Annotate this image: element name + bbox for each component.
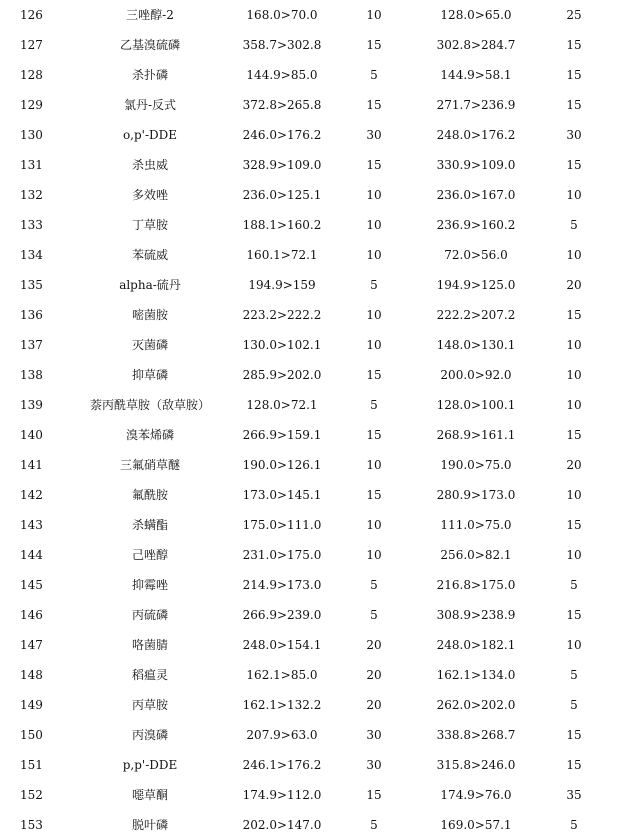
table-row [0,750,621,780]
confirmation-transition: 338.8>268.7 [436,728,516,742]
table-row [0,630,621,660]
row-number: 134 [20,248,43,262]
row-number: 142 [20,488,43,502]
row-number: 131 [20,158,43,172]
confirmation-collision-energy: 5 [570,218,578,232]
row-number: 133 [20,218,43,232]
table-row [0,510,621,540]
row-number: 147 [20,638,43,652]
row-number: 127 [20,38,43,52]
compound-name: 杀螨酯 [131,518,168,532]
row-number: 135 [20,278,43,292]
row-number: 145 [20,578,43,592]
quantitative-collision-energy: 10 [366,308,382,322]
confirmation-collision-energy: 10 [566,188,582,202]
confirmation-collision-energy: 5 [570,698,578,712]
confirmation-transition: 302.8>284.7 [436,38,516,52]
table-row [0,120,621,150]
quantitative-collision-energy: 15 [366,368,382,382]
quantitative-collision-energy: 30 [366,758,382,772]
quantitative-transition: 190.0>126.1 [242,458,322,472]
quantitative-collision-energy: 10 [366,548,382,562]
quantitative-collision-energy: 5 [370,608,378,622]
confirmation-transition: 200.0>92.0 [440,368,512,382]
confirmation-transition: 162.1>134.0 [436,668,516,682]
quantitative-collision-energy: 10 [366,338,382,352]
quantitative-transition: 175.0>111.0 [242,518,322,532]
row-number: 143 [20,518,43,532]
quantitative-collision-energy: 15 [366,788,382,802]
compound-name: p,p'-DDE [122,758,178,772]
compound-name: 苯硫威 [131,248,168,262]
quantitative-collision-energy: 10 [366,218,382,232]
compound-name: o,p'-DDE [122,128,178,142]
confirmation-collision-energy: 20 [566,278,582,292]
confirmation-collision-energy: 25 [566,8,582,22]
quantitative-transition: 285.9>202.0 [242,368,322,382]
row-number: 128 [20,68,43,82]
confirmation-transition: 248.0>182.1 [436,638,516,652]
row-number: 126 [20,8,43,22]
row-number: 141 [20,458,43,472]
quantitative-collision-energy: 15 [366,488,382,502]
quantitative-transition: 162.1>132.2 [242,698,322,712]
row-number: 137 [20,338,43,352]
row-number: 148 [20,668,43,682]
compound-name: 抑霉唑 [131,578,168,592]
table-row [0,570,621,600]
confirmation-transition: 144.9>58.1 [440,68,512,82]
row-number: 144 [20,548,43,562]
compound-name: 嘧菌胺 [131,308,168,322]
quantitative-transition: 173.0>145.1 [242,488,322,502]
quantitative-transition: 246.1>176.2 [242,758,322,772]
table-row [0,420,621,450]
table-row [0,240,621,270]
confirmation-collision-energy: 15 [566,98,582,112]
compound-name: 杀扑磷 [131,68,168,82]
quantitative-collision-energy: 10 [366,518,382,532]
row-number: 136 [20,308,43,322]
confirmation-collision-energy: 20 [566,458,582,472]
table-row [0,330,621,360]
quantitative-collision-energy: 5 [370,578,378,592]
quantitative-transition: 128.0>72.1 [246,398,318,412]
quantitative-collision-energy: 10 [366,458,382,472]
quantitative-collision-energy: 15 [366,428,382,442]
confirmation-collision-energy: 15 [566,38,582,52]
compound-name: 三氟硝草醚 [119,458,180,472]
quantitative-transition: 223.2>222.2 [242,308,322,322]
confirmation-transition: 268.9>161.1 [436,428,516,442]
confirmation-collision-energy: 15 [566,728,582,742]
table-row [0,0,621,30]
quantitative-collision-energy: 20 [366,698,382,712]
row-number: 149 [20,698,43,712]
compound-name: 萘丙酰草胺（敌草胺） [89,398,210,412]
quantitative-collision-energy: 20 [366,638,382,652]
quantitative-transition: 207.9>63.0 [246,728,318,742]
quantitative-transition: 144.9>85.0 [246,68,318,82]
table-row [0,300,621,330]
quantitative-collision-energy: 5 [370,398,378,412]
confirmation-transition: 148.0>130.1 [436,338,516,352]
confirmation-transition: 236.0>167.0 [436,188,516,202]
confirmation-collision-energy: 35 [566,788,582,802]
quantitative-transition: 236.0>125.1 [242,188,322,202]
table-row [0,810,621,840]
confirmation-collision-energy: 10 [566,638,582,652]
confirmation-collision-energy: 10 [566,398,582,412]
confirmation-collision-energy: 5 [570,818,578,832]
quantitative-collision-energy: 5 [370,818,378,832]
confirmation-transition: 248.0>176.2 [436,128,516,142]
table-row [0,450,621,480]
table-row [0,180,621,210]
confirmation-collision-energy: 5 [570,578,578,592]
table-row [0,150,621,180]
compound-name: 乙基溴硫磷 [119,38,180,52]
quantitative-transition: 248.0>154.1 [242,638,322,652]
quantitative-collision-energy: 10 [366,8,382,22]
table-row [0,90,621,120]
row-number: 151 [20,758,43,772]
confirmation-transition: 169.0>57.1 [440,818,512,832]
table-row [0,540,621,570]
compound-name: 噁草酮 [131,788,168,802]
compound-name: 丙草胺 [131,698,168,712]
compound-name: 稻瘟灵 [131,668,168,682]
confirmation-collision-energy: 5 [570,668,578,682]
quantitative-transition: 372.8>265.8 [242,98,322,112]
table-row [0,690,621,720]
confirmation-collision-energy: 15 [566,758,582,772]
confirmation-collision-energy: 10 [566,368,582,382]
row-number: 152 [20,788,43,802]
quantitative-transition: 358.7>302.8 [242,38,322,52]
compound-name: 咯菌腈 [131,638,168,652]
confirmation-transition: 216.8>175.0 [436,578,516,592]
confirmation-collision-energy: 30 [566,128,582,142]
compound-name: 脱叶磷 [131,818,168,832]
quantitative-collision-energy: 5 [370,278,378,292]
quantitative-collision-energy: 15 [366,38,382,52]
compound-name: 丙溴磷 [131,728,168,742]
quantitative-transition: 194.9>159 [248,278,316,292]
confirmation-transition: 111.0>75.0 [440,518,512,532]
quantitative-transition: 174.9>112.0 [242,788,322,802]
compound-name: 多效唑 [131,188,168,202]
confirmation-transition: 128.0>65.0 [440,8,512,22]
confirmation-transition: 72.0>56.0 [444,248,508,262]
compound-name: alpha-硫丹 [119,278,181,292]
table-row [0,360,621,390]
confirmation-transition: 280.9>173.0 [436,488,516,502]
row-number: 139 [20,398,43,412]
table-row [0,270,621,300]
confirmation-transition: 128.0>100.1 [436,398,516,412]
confirmation-transition: 315.8>246.0 [436,758,516,772]
table-row [0,210,621,240]
compound-name: 抑草磷 [131,368,168,382]
quantitative-collision-energy: 10 [366,248,382,262]
quantitative-collision-energy: 30 [366,128,382,142]
compound-name: 灭菌磷 [131,338,168,352]
table-row [0,30,621,60]
quantitative-collision-energy: 30 [366,728,382,742]
compound-name: 丁草胺 [131,218,168,232]
quantitative-collision-energy: 15 [366,158,382,172]
table-row [0,390,621,420]
confirmation-collision-energy: 10 [566,248,582,262]
quantitative-collision-energy: 10 [366,188,382,202]
quantitative-collision-energy: 15 [366,98,382,112]
quantitative-transition: 328.9>109.0 [242,158,322,172]
table-row [0,660,621,690]
confirmation-transition: 308.9>238.9 [436,608,516,622]
row-number: 150 [20,728,43,742]
confirmation-collision-energy: 15 [566,428,582,442]
confirmation-collision-energy: 10 [566,488,582,502]
confirmation-collision-energy: 15 [566,518,582,532]
quantitative-transition: 130.0>102.1 [242,338,322,352]
confirmation-transition: 236.9>160.2 [436,218,516,232]
confirmation-collision-energy: 10 [566,548,582,562]
row-number: 146 [20,608,43,622]
confirmation-transition: 222.2>207.2 [436,308,516,322]
row-number: 129 [20,98,43,112]
row-number: 130 [20,128,43,142]
row-number: 138 [20,368,43,382]
confirmation-collision-energy: 15 [566,68,582,82]
compound-name: 己唑醇 [131,548,168,562]
quantitative-transition: 266.9>159.1 [242,428,322,442]
quantitative-collision-energy: 20 [366,668,382,682]
compound-name: 氟酰胺 [131,488,168,502]
row-number: 140 [20,428,43,442]
table-row [0,780,621,810]
confirmation-transition: 330.9>109.0 [436,158,516,172]
confirmation-transition: 190.0>75.0 [440,458,512,472]
quantitative-transition: 214.9>173.0 [242,578,322,592]
table-row [0,600,621,630]
confirmation-collision-energy: 15 [566,158,582,172]
quantitative-collision-energy: 5 [370,68,378,82]
table-row [0,720,621,750]
compound-name: 溴苯烯磷 [125,428,174,442]
confirmation-transition: 271.7>236.9 [436,98,516,112]
row-number: 153 [20,818,43,832]
confirmation-transition: 262.0>202.0 [436,698,516,712]
quantitative-transition: 162.1>85.0 [246,668,318,682]
compound-name: 三唑醇-2 [126,8,174,22]
row-number: 132 [20,188,43,202]
confirmation-collision-energy: 15 [566,608,582,622]
compound-name: 氯丹-反式 [123,98,177,112]
quantitative-transition: 246.0>176.2 [242,128,322,142]
quantitative-transition: 160.1>72.1 [246,248,318,262]
quantitative-transition: 168.0>70.0 [246,8,318,22]
compound-name: 丙硫磷 [131,608,168,622]
quantitative-transition: 188.1>160.2 [242,218,322,232]
confirmation-transition: 256.0>82.1 [440,548,512,562]
table-row [0,480,621,510]
table-row [0,60,621,90]
quantitative-transition: 266.9>239.0 [242,608,322,622]
compound-name: 杀虫威 [131,158,168,172]
confirmation-transition: 194.9>125.0 [436,278,516,292]
confirmation-collision-energy: 15 [566,308,582,322]
quantitative-transition: 231.0>175.0 [242,548,322,562]
confirmation-transition: 174.9>76.0 [440,788,512,802]
quantitative-transition: 202.0>147.0 [242,818,322,832]
confirmation-collision-energy: 10 [566,338,582,352]
